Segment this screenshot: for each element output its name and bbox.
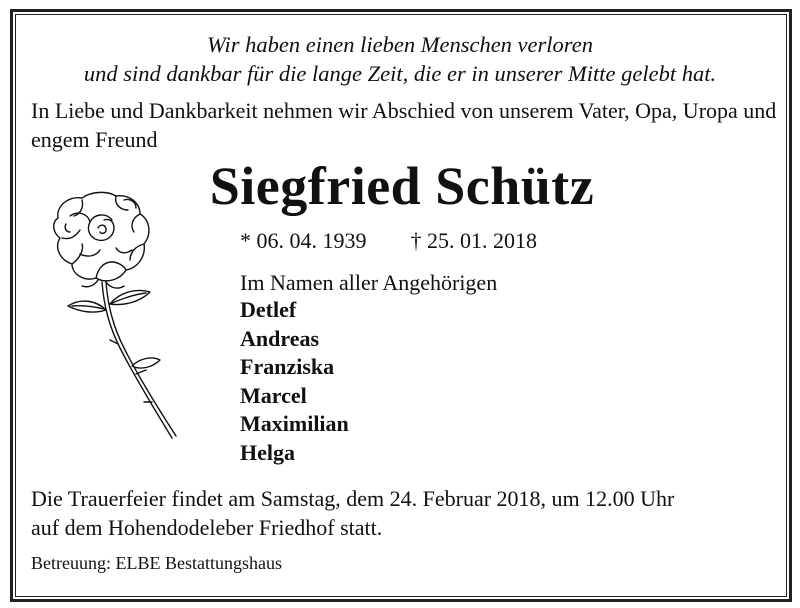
life-dates — [240, 228, 537, 254]
motto-line-1: Wir haben einen lieben Menschen verloren — [207, 32, 593, 57]
rose-icon — [40, 188, 210, 458]
ceremony-line-1: Die Trauerfeier findet am Samstag, dem 24. Februar 2018, um 12.00 Uhr — [31, 486, 675, 511]
ceremony-info — [31, 484, 781, 542]
mourner-name: Marcel — [240, 382, 307, 408]
mourners-intro: Im Namen aller Angehörigen — [240, 270, 498, 295]
mourner-name: Maximilian — [240, 411, 349, 436]
funeral-home-credit: Betreuung: ELBE Bestattungshaus — [31, 553, 282, 573]
deceased-name: Siegfried Schütz — [209, 156, 595, 216]
mourner-name: Detlef — [240, 297, 297, 322]
mourners-list — [240, 296, 349, 467]
farewell-intro: In Liebe und Dankbarkeit nehmen wir Abschied von unserem Vater, Opa, Uropa und engem Freund — [31, 98, 777, 152]
motto-line-2: und sind dankbar für die lange Zeit, die er in unserer Mitte gelebt hat. — [83, 61, 717, 86]
mourner-name: Andreas — [240, 325, 320, 351]
mourner-name: Helga — [240, 439, 295, 465]
mourner-name: Franziska — [240, 354, 335, 379]
motto — [0, 30, 800, 88]
ceremony-line-2: auf dem Hohendodeleber Friedhof statt. — [31, 515, 383, 540]
birth-date: * 06. 04. 1939 — [240, 228, 367, 253]
death-date: † 25. 01. 2018 — [410, 228, 537, 253]
